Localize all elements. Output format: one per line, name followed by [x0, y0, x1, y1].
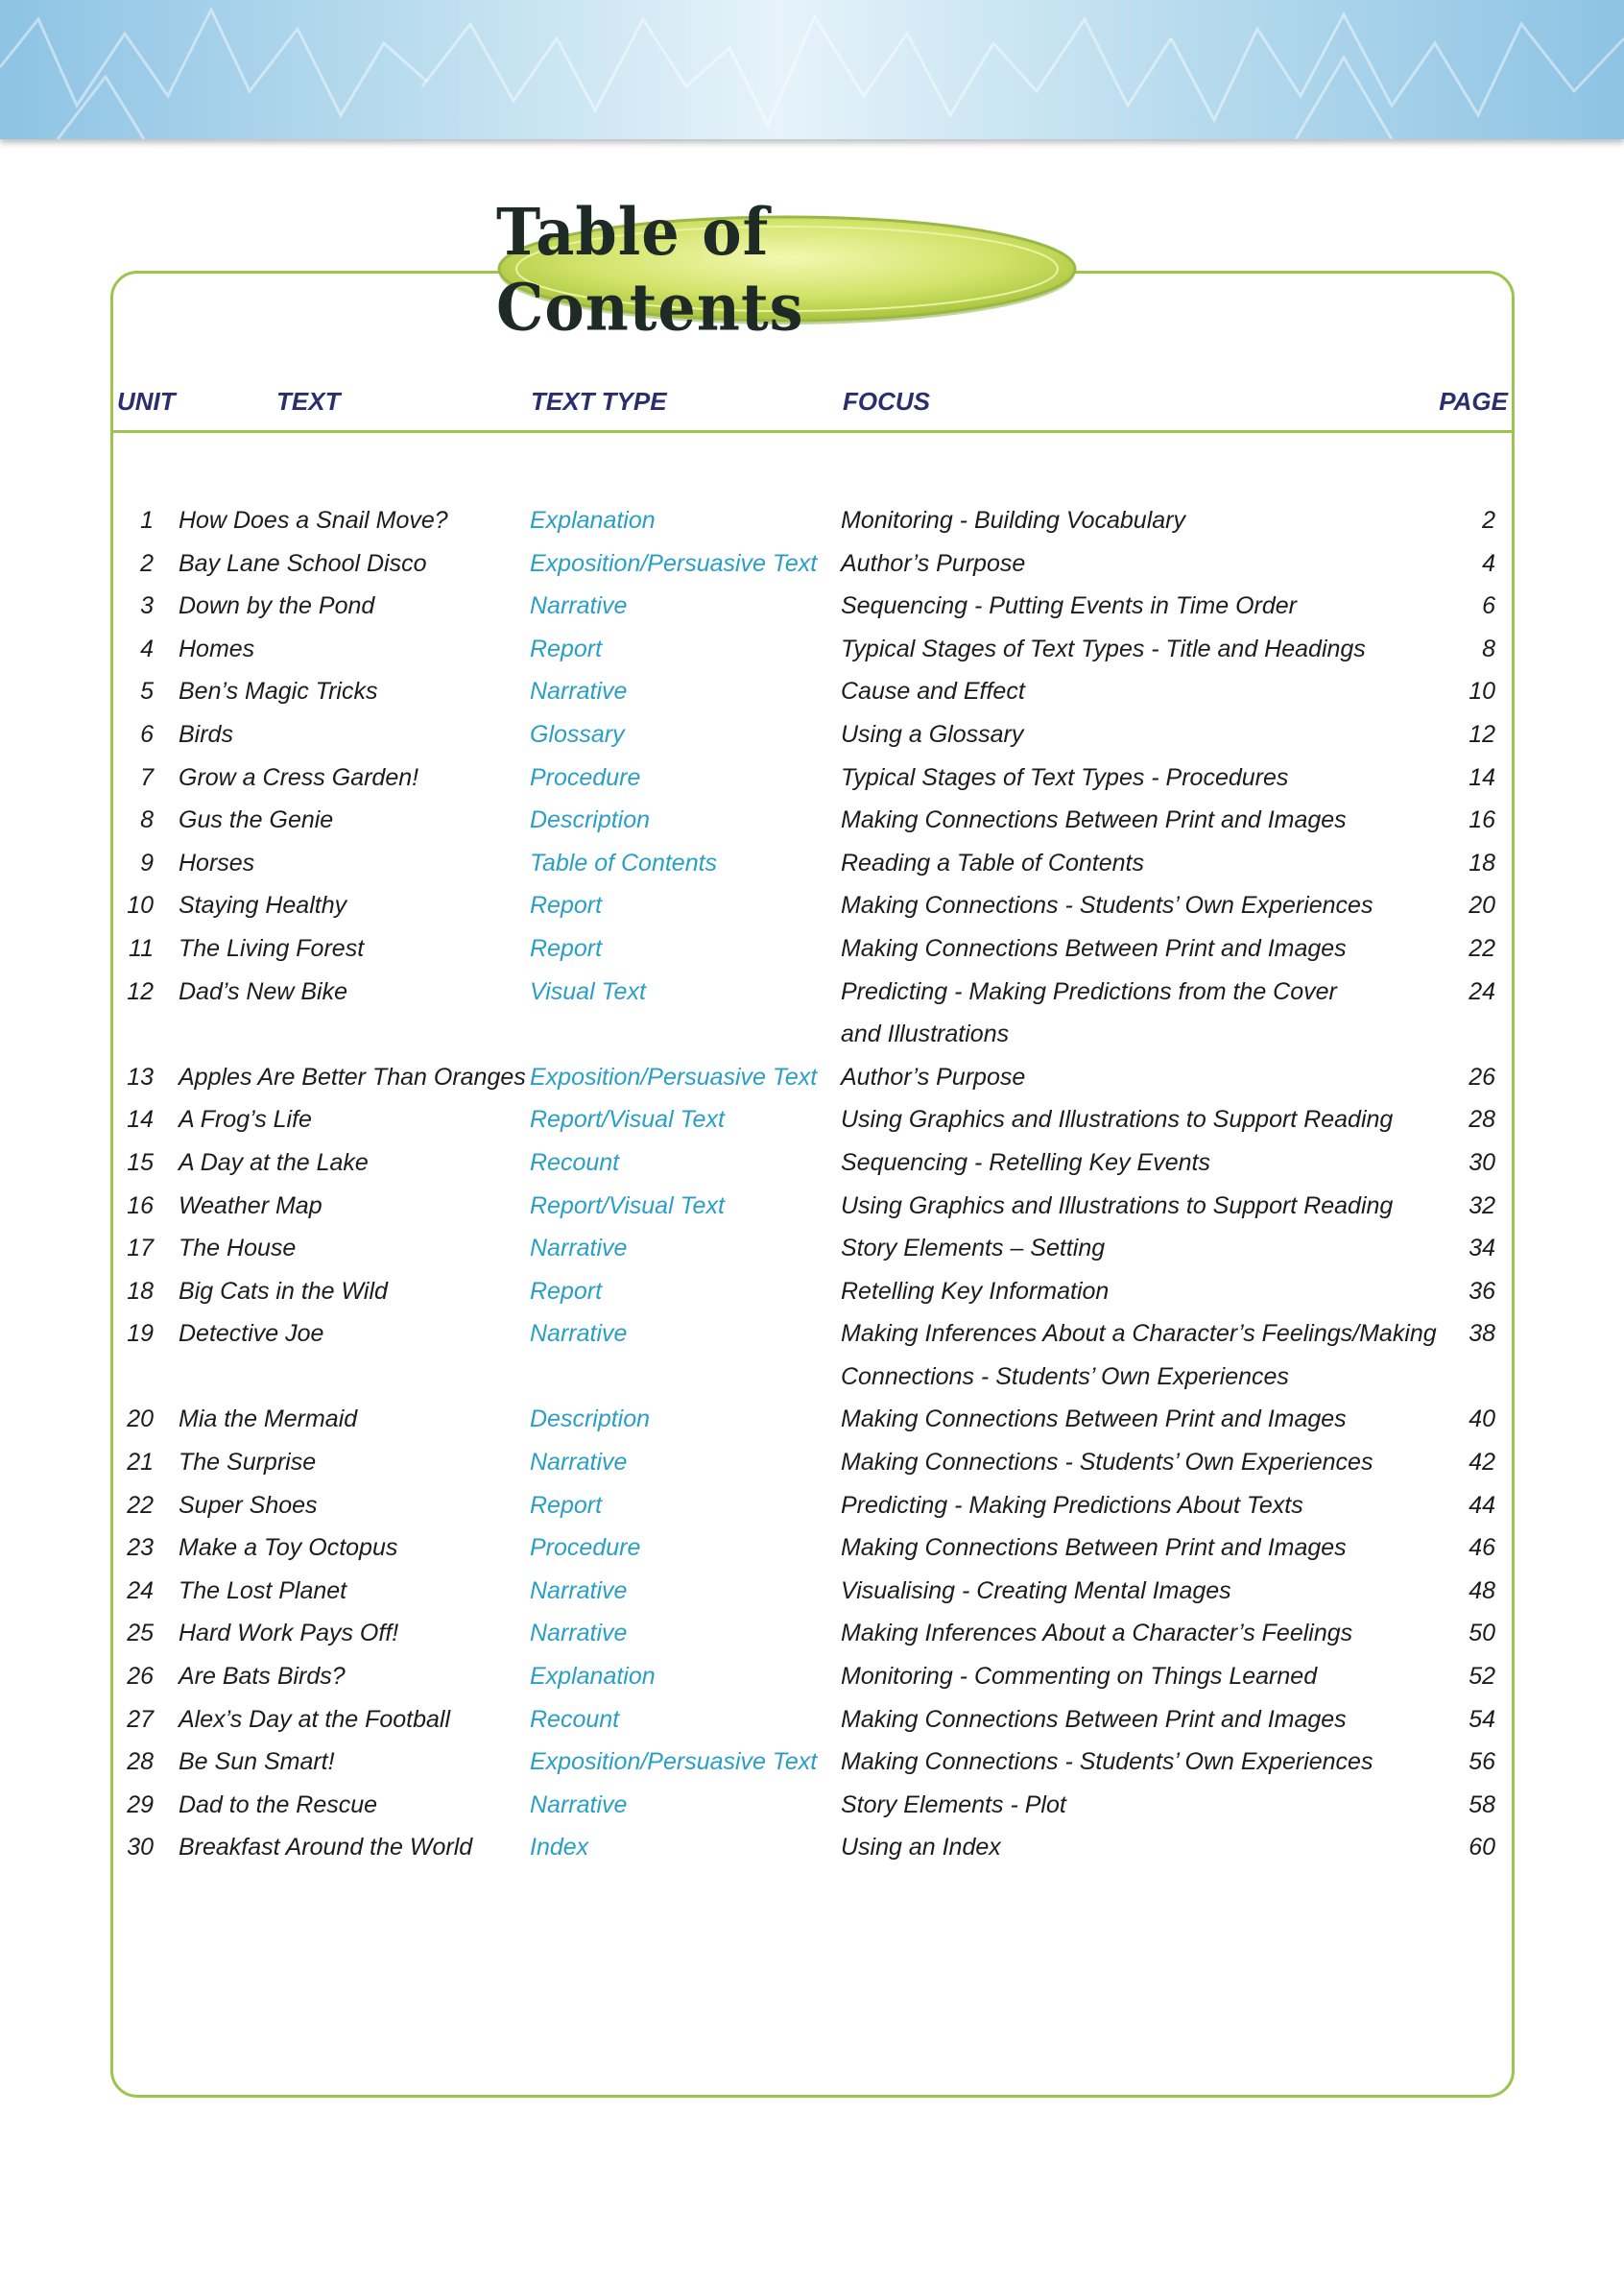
text-title: Mia the Mermaid	[179, 1405, 358, 1433]
focus	[841, 884, 1455, 927]
column-headers	[113, 379, 1512, 433]
page-number: 52	[1469, 1663, 1495, 1691]
unit-number: 8	[140, 806, 154, 834]
unit-number: 22	[127, 1491, 154, 1519]
text-title: Horses	[179, 849, 255, 877]
unit-number: 14	[127, 1106, 154, 1134]
focus	[841, 799, 1455, 842]
focus	[841, 585, 1455, 628]
focus-line: Predicting - Making Predictions About Texts	[841, 1491, 1303, 1519]
focus-line: Predicting - Making Predictions from the Cover	[841, 977, 1337, 1005]
table-row	[113, 1398, 1515, 1441]
focus	[841, 1056, 1455, 1099]
header-focus: FOCUS	[843, 387, 930, 416]
header-text: TEXT	[276, 387, 341, 416]
table-row	[113, 927, 1515, 971]
unit-number: 21	[127, 1449, 154, 1477]
focus-line: Making Connections Between Print and Images	[841, 1705, 1347, 1733]
focus	[841, 1227, 1455, 1270]
focus-line: Making Connections Between Print and Images	[841, 806, 1347, 834]
focus	[841, 1784, 1455, 1827]
table-row	[113, 1826, 1515, 1869]
text-title: The Lost Planet	[179, 1576, 347, 1604]
unit-number: 23	[127, 1534, 154, 1562]
title-badge	[496, 194, 1078, 346]
text-type: Narrative	[530, 1620, 628, 1647]
unit-number: 30	[127, 1834, 154, 1862]
page-number: 12	[1469, 720, 1495, 748]
page-number: 2	[1482, 507, 1495, 534]
unit-number: 26	[127, 1663, 154, 1691]
text-type: Narrative	[530, 1235, 628, 1262]
unit-number: 19	[127, 1320, 154, 1348]
unit-number: 27	[127, 1705, 154, 1733]
page-title: Table of Contents	[496, 194, 804, 346]
page-number: 48	[1469, 1576, 1495, 1604]
focus-line: Making Connections - Students’ Own Experiences	[841, 892, 1373, 920]
page-number: 30	[1469, 1148, 1495, 1176]
focus-line: Using Graphics and Illustrations to Support Reading	[841, 1106, 1394, 1134]
text-title: Dad to the Rescue	[179, 1790, 378, 1818]
page-number: 24	[1469, 977, 1495, 1005]
page-number: 54	[1469, 1705, 1495, 1733]
table-row	[113, 1570, 1515, 1613]
text-type: Narrative	[530, 592, 628, 620]
unit-number: 28	[127, 1748, 154, 1776]
focus-line: Sequencing - Retelling Key Events	[841, 1148, 1210, 1176]
focus	[841, 542, 1455, 586]
table-row	[113, 1056, 1515, 1099]
unit-number: 18	[127, 1277, 154, 1305]
text-title: Apples Are Better Than Oranges	[179, 1063, 526, 1091]
text-type: Description	[530, 1405, 651, 1433]
text-type: Narrative	[530, 678, 628, 706]
text-type: Report	[530, 635, 603, 662]
page-number: 32	[1469, 1191, 1495, 1219]
unit-number: 17	[127, 1235, 154, 1262]
table-row	[113, 1141, 1515, 1185]
text-title: Down by the Pond	[179, 592, 375, 620]
text-type: Table of Contents	[530, 849, 718, 877]
text-title: Breakfast Around the World	[179, 1834, 473, 1862]
focus	[841, 1655, 1455, 1698]
text-type: Narrative	[530, 1449, 628, 1477]
page-number: 50	[1469, 1620, 1495, 1647]
unit-number: 6	[140, 720, 154, 748]
header-banner	[0, 0, 1624, 139]
focus-line: Using an Index	[841, 1834, 1001, 1862]
focus	[841, 1312, 1455, 1398]
text-title: Homes	[179, 635, 255, 662]
focus	[841, 971, 1455, 1056]
focus	[841, 1441, 1455, 1484]
focus-line: Typical Stages of Text Types - Title and Headings	[841, 635, 1366, 662]
text-title: Staying Healthy	[179, 892, 347, 920]
focus	[841, 1741, 1455, 1784]
table-row	[113, 884, 1515, 927]
page-number: 8	[1482, 635, 1495, 662]
text-title: Alex’s Day at the Football	[179, 1705, 451, 1733]
unit-number: 29	[127, 1790, 154, 1818]
focus	[841, 1141, 1455, 1185]
focus-line: Author’s Purpose	[841, 549, 1026, 577]
text-type: Glossary	[530, 720, 625, 748]
unit-number: 20	[127, 1405, 154, 1433]
focus-line: Making Connections Between Print and Images	[841, 1405, 1347, 1433]
text-title: Are Bats Birds?	[179, 1663, 346, 1691]
text-type: Report	[530, 1277, 603, 1305]
focus	[841, 499, 1455, 542]
page-number: 18	[1469, 849, 1495, 877]
unit-number: 16	[127, 1191, 154, 1219]
unit-number: 2	[140, 549, 154, 577]
page-number: 4	[1482, 549, 1495, 577]
unit-number: 12	[127, 977, 154, 1005]
mountain-pattern	[0, 0, 1624, 139]
table-row	[113, 1270, 1515, 1313]
focus	[841, 927, 1455, 971]
text-type: Visual Text	[530, 977, 646, 1005]
table-row	[113, 542, 1515, 586]
unit-number: 24	[127, 1576, 154, 1604]
unit-number: 13	[127, 1063, 154, 1091]
unit-number: 3	[140, 592, 154, 620]
focus	[841, 1526, 1455, 1570]
focus	[841, 628, 1455, 671]
text-title: The House	[179, 1235, 297, 1262]
page-number: 46	[1469, 1534, 1495, 1562]
text-title: Super Shoes	[179, 1491, 318, 1519]
focus	[841, 713, 1455, 757]
text-type: Exposition/Persuasive Text	[530, 1748, 818, 1776]
page-number: 20	[1469, 892, 1495, 920]
text-title: Gus the Genie	[179, 806, 334, 834]
text-type: Report	[530, 1491, 603, 1519]
page-number: 58	[1469, 1790, 1495, 1818]
focus	[841, 670, 1455, 713]
focus-line: Making Inferences About a Character’s Feelings/Making	[841, 1320, 1437, 1348]
table-row	[113, 585, 1515, 628]
focus-line: Making Connections Between Print and Images	[841, 934, 1347, 962]
page-number: 60	[1469, 1834, 1495, 1862]
focus	[841, 1570, 1455, 1613]
page-number: 28	[1469, 1106, 1495, 1134]
unit-number: 15	[127, 1148, 154, 1176]
focus-line: Making Connections - Students’ Own Experiences	[841, 1748, 1373, 1776]
text-type: Report	[530, 892, 603, 920]
focus-line: Making Connections - Students’ Own Experiences	[841, 1449, 1373, 1477]
text-title: Ben’s Magic Tricks	[179, 678, 378, 706]
table-row	[113, 1185, 1515, 1228]
text-type: Procedure	[530, 763, 641, 791]
focus	[841, 1398, 1455, 1441]
focus-line: Sequencing - Putting Events in Time Order	[841, 592, 1298, 620]
focus	[841, 757, 1455, 800]
text-type: Exposition/Persuasive Text	[530, 549, 818, 577]
text-type: Report	[530, 934, 603, 962]
table-row	[113, 1526, 1515, 1570]
text-type: Index	[530, 1834, 589, 1862]
text-type: Narrative	[530, 1576, 628, 1604]
text-title: Be Sun Smart!	[179, 1748, 335, 1776]
table-row	[113, 1612, 1515, 1655]
page-number: 38	[1469, 1320, 1495, 1348]
unit-number: 9	[140, 849, 154, 877]
text-type: Report/Visual Text	[530, 1191, 725, 1219]
focus	[841, 1612, 1455, 1655]
table-row	[113, 1698, 1515, 1742]
page-number: 26	[1469, 1063, 1495, 1091]
text-title: Grow a Cress Garden!	[179, 763, 419, 791]
table-row	[113, 971, 1515, 1056]
unit-number: 7	[140, 763, 154, 791]
table-row	[113, 1441, 1515, 1484]
unit-number: 1	[140, 507, 154, 534]
focus-line: Typical Stages of Text Types - Procedures	[841, 763, 1289, 791]
focus-line: Visualising - Creating Mental Images	[841, 1576, 1231, 1604]
text-type: Procedure	[530, 1534, 641, 1562]
page-number: 34	[1469, 1235, 1495, 1262]
focus-line: Story Elements - Plot	[841, 1790, 1066, 1818]
focus-line: Making Inferences About a Character’s Feelings	[841, 1620, 1353, 1647]
table-row	[113, 799, 1515, 842]
focus	[841, 1698, 1455, 1742]
focus-line: Retelling Key Information	[841, 1277, 1110, 1305]
focus-line: Using a Glossary	[841, 720, 1024, 748]
unit-number: 25	[127, 1620, 154, 1647]
table-row	[113, 1484, 1515, 1527]
text-title: Birds	[179, 720, 233, 748]
page-number: 10	[1469, 678, 1495, 706]
text-type: Exposition/Persuasive Text	[530, 1063, 818, 1091]
text-title: Hard Work Pays Off!	[179, 1620, 399, 1647]
table-row	[113, 1784, 1515, 1827]
page-number: 40	[1469, 1405, 1495, 1433]
text-title: A Day at the Lake	[179, 1148, 369, 1176]
text-type: Recount	[530, 1705, 620, 1733]
text-title: Big Cats in the Wild	[179, 1277, 388, 1305]
table-row	[113, 757, 1515, 800]
text-title: Weather Map	[179, 1191, 322, 1219]
text-title: Bay Lane School Disco	[179, 549, 427, 577]
focus-line: Monitoring - Commenting on Things Learned	[841, 1663, 1318, 1691]
table-row	[113, 1098, 1515, 1141]
header-text-type: TEXT TYPE	[531, 387, 667, 416]
table-row	[113, 1741, 1515, 1784]
unit-number: 10	[127, 892, 154, 920]
page-number: 44	[1469, 1491, 1495, 1519]
text-type: Explanation	[530, 1663, 656, 1691]
page-number: 16	[1469, 806, 1495, 834]
focus-line: Author’s Purpose	[841, 1063, 1026, 1091]
table-row	[113, 842, 1515, 885]
focus-line: Cause and Effect	[841, 678, 1025, 706]
focus-line: Reading a Table of Contents	[841, 849, 1144, 877]
focus	[841, 1484, 1455, 1527]
focus-line: Monitoring - Building Vocabulary	[841, 507, 1185, 534]
text-type: Report/Visual Text	[530, 1106, 725, 1134]
text-title: Dad’s New Bike	[179, 977, 348, 1005]
table-row	[113, 1655, 1515, 1698]
header-page: PAGE	[1439, 387, 1508, 416]
text-title: A Frog’s Life	[179, 1106, 312, 1134]
focus	[841, 1185, 1455, 1228]
text-type: Recount	[530, 1148, 620, 1176]
focus-line: Making Connections Between Print and Images	[841, 1534, 1347, 1562]
text-title: The Living Forest	[179, 934, 365, 962]
contents-list	[113, 499, 1515, 1869]
table-row	[113, 1312, 1515, 1398]
table-row	[113, 499, 1515, 542]
text-title: How Does a Snail Move?	[179, 507, 448, 534]
focus	[841, 1826, 1455, 1869]
text-title: The Surprise	[179, 1449, 317, 1477]
table-row	[113, 1227, 1515, 1270]
unit-number: 11	[129, 934, 154, 962]
focus	[841, 842, 1455, 885]
unit-number: 5	[140, 678, 154, 706]
page-number: 6	[1482, 592, 1495, 620]
text-type: Narrative	[530, 1320, 628, 1348]
table-row	[113, 713, 1515, 757]
page-number: 14	[1469, 763, 1495, 791]
focus	[841, 1098, 1455, 1141]
text-type: Narrative	[530, 1790, 628, 1818]
focus	[841, 1270, 1455, 1313]
page-number: 42	[1469, 1449, 1495, 1477]
header-unit: UNIT	[117, 387, 176, 416]
page-number: 36	[1469, 1277, 1495, 1305]
text-title: Make a Toy Octopus	[179, 1534, 398, 1562]
unit-number: 4	[140, 635, 154, 662]
focus-line: Using Graphics and Illustrations to Support Reading	[841, 1191, 1394, 1219]
text-title: Detective Joe	[179, 1320, 324, 1348]
page-number: 56	[1469, 1748, 1495, 1776]
table-row	[113, 628, 1515, 671]
text-type: Description	[530, 806, 651, 834]
page-number: 22	[1469, 934, 1495, 962]
text-type: Explanation	[530, 507, 656, 534]
focus-line: Story Elements – Setting	[841, 1235, 1106, 1262]
focus-line: Connections - Students’ Own Experiences	[841, 1362, 1289, 1390]
table-row	[113, 670, 1515, 713]
focus-line: and Illustrations	[841, 1021, 1010, 1048]
